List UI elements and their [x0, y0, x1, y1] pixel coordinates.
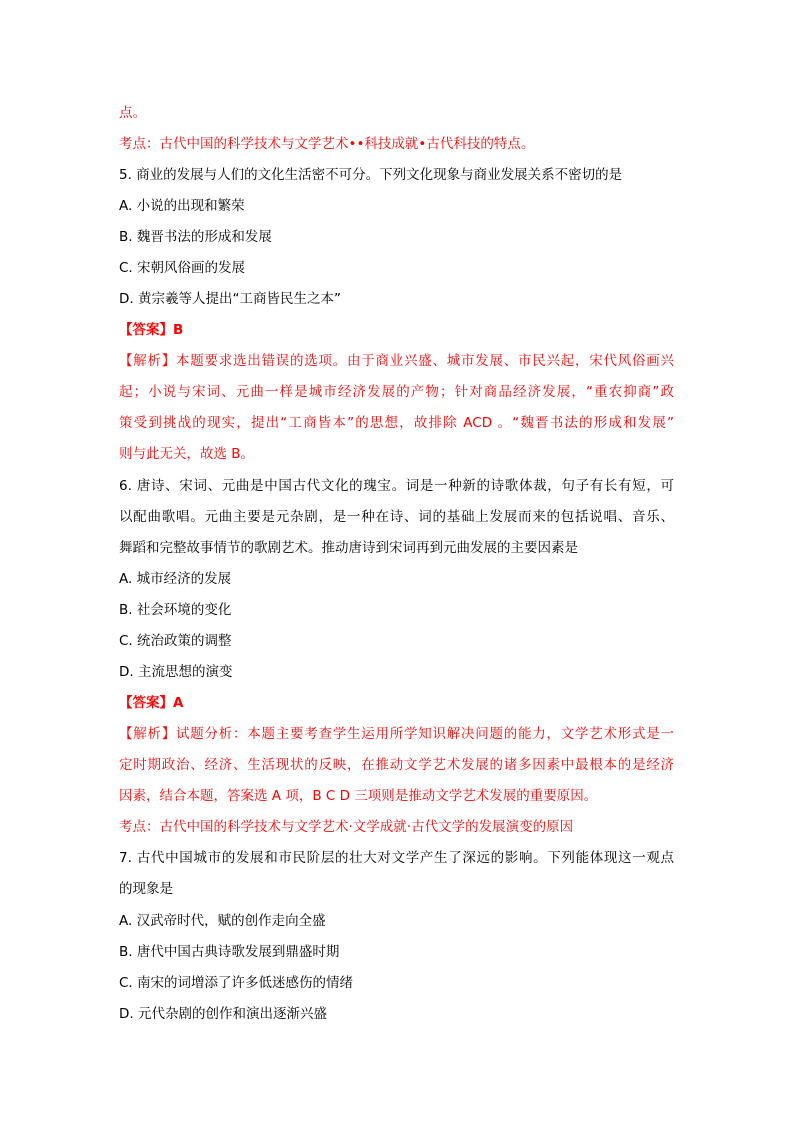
- question-6-explanation-line-3: 因素，结合本题，答案选 A 项，B C D 三项则是推动文学艺术发展的重要原因。: [119, 788, 598, 804]
- question-7-stem-line-2: 的现象是: [119, 881, 173, 897]
- question-7-stem-line-1: 7. 古代中国城市的发展和市民阶层的壮大对文学产生了深远的影响。下列能体现这一观点: [119, 850, 674, 866]
- question-5-explanation-line-1: 【解析】本题要求选出错误的选项。由于商业兴盛、城市发展、市民兴起，宋代风俗画兴: [119, 353, 674, 369]
- question-7-option-b: B. 唐代中国古典诗歌发展到鼎盛时期: [119, 944, 340, 960]
- question-5-option-b: B. 魏晋书法的形成和发展: [119, 229, 272, 245]
- question-6-option-b: B. 社会环境的变化: [119, 602, 232, 618]
- question-5-explanation-line-4: 则与此无关，故选 B。: [119, 446, 255, 462]
- question-7-option-c: C. 南宋的词增添了许多低迷感伤的情绪: [119, 975, 354, 991]
- prev-explanation-end: 点。: [119, 105, 146, 121]
- question-5-option-c: C. 宋朝风俗画的发展: [119, 260, 246, 276]
- question-6-answer: 【答案】A: [119, 695, 184, 711]
- question-5-explanation-line-2: 起；小说与宋词、元曲一样是城市经济发展的产物；针对商品经济发展，“重农抑商”政: [119, 384, 674, 400]
- question-6-stem-line-1: 6. 唐诗、宋词、元曲是中国古代文化的瑰宝。词是一种新的诗歌体裁，句子有长有短，可: [119, 478, 674, 494]
- question-6-option-a: A. 城市经济的发展: [119, 571, 232, 587]
- question-6-explanation-line-2: 定时期政治、经济、生活现状的反映，在推动文学艺术发展的诸多因素中最根本的是经济: [119, 757, 674, 773]
- question-6-stem-line-3: 舞蹈和完整故事情节的歌剧艺术。推动唐诗到宋词再到元曲发展的主要因素是: [119, 540, 578, 556]
- question-6-explanation-line-1: 【解析】试题分析：本题主要考查学生运用所学知识解决问题的能力，文学艺术形式是一: [119, 726, 674, 742]
- prev-key-point: 考点：古代中国的科学技术与文学艺术••科技成就•古代科技的特点。: [119, 136, 535, 152]
- question-5-option-d: D. 黄宗羲等人提出“工商皆民生之本”: [119, 291, 341, 307]
- question-5-stem: 5. 商业的发展与人们的文化生活密不可分。下列文化现象与商业发展关系不密切的是: [119, 167, 623, 183]
- question-6-option-c: C. 统治政策的调整: [119, 633, 232, 649]
- question-5-answer: 【答案】B: [119, 322, 184, 338]
- question-5-option-a: A. 小说的出现和繁荣: [119, 198, 245, 214]
- question-5-explanation-line-3: 策受到挑战的现实，提出“工商皆本”的思想，故排除 ACD 。“魏晋书法的形成和发展”: [119, 415, 674, 431]
- question-7-option-d: D. 元代杂剧的创作和演出逐渐兴盛: [119, 1006, 327, 1022]
- question-6-option-d: D. 主流思想的演变: [119, 664, 233, 680]
- question-7-option-a: A. 汉武帝时代，赋的创作走向全盛: [119, 913, 326, 929]
- question-6-key-point: 考点：古代中国的科学技术与文学艺术·文学成就·古代文学的发展演变的原因: [119, 819, 574, 835]
- question-6-stem-line-2: 以配曲歌唱。元曲主要是元杂剧，是一种在诗、词的基础上发展而来的包括说唱、音乐、: [119, 509, 674, 525]
